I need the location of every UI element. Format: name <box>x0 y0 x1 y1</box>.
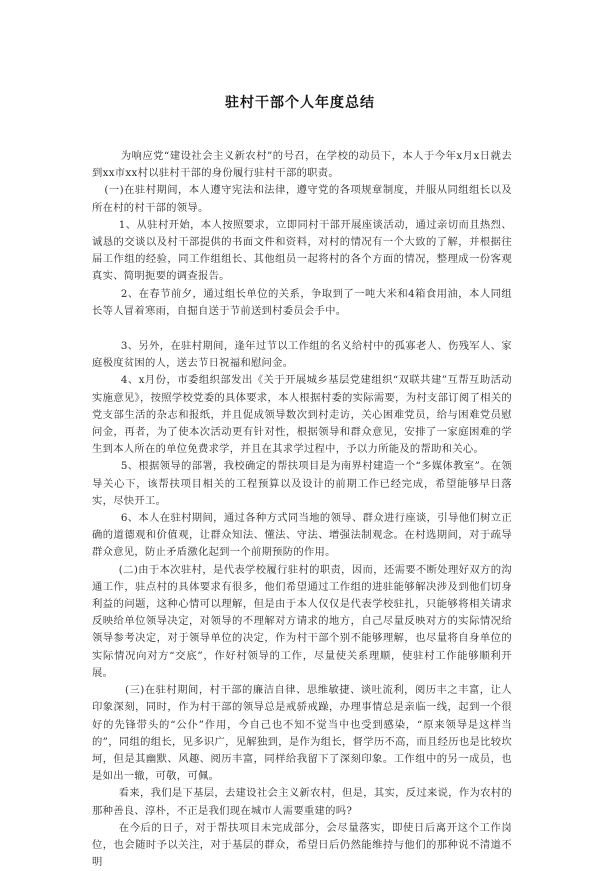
paragraph-item-5: 5、根据领导的部署，我校确定的帮扶项目是为南界村建造一个“多媒体教室”。在领导关心下，该帮扶项目相关的工程预算以及设计的前期工作已经完成，希望能够早日落实，尽快开工。 <box>92 460 512 507</box>
paragraph-item-3: 3、另外，在驻村期间，逢年过节以工作组的名义给村中的孤寡老人、伤残军人、家庭极度贫困的人，送去节日祝福和慰问金。 <box>92 340 512 370</box>
paragraph-item-1: 1、从驻村开始，本人按照要求，立即同村干部开展座谈活动，通过亲切而且热烈、诚恳的交谈以及村干部提供的书面文件和资料，对村的情况有一个大致的了解，并根据往届工作组的经验，同工作组组长、其他组员一起将村的各个方面的情况，整理成一份客观真实、简明扼要的调查报告。 <box>92 218 512 283</box>
paragraph-gap <box>92 320 512 338</box>
paragraph-item-4: 4、x月份，市委组织部发出《关于开展城乡基层党建组织“双联共建”互帮互助活动实施意见》，按照学校党委的具体要求，本人根据村委的实际需要，为村支部订阅了相关的党支部生活的杂志和报纸，并且促成领导数次到村走访，关心困难党员，给与困难党员慰问金，再者，为了使本次活动更有针对性，根据领导和群众意见，安排了一家庭困难的学生到本人所在的单位免费求学，并且在其求学过程中，予以力所能及的帮助和关心。 <box>92 374 512 456</box>
paragraph-section-3: (三)在驻村期间，村干部的廉洁自律、思维敏捷、谈吐流利，阅历丰之丰富，让人印象深刻，同时，作为村干部的领导总是戒骄戒躁，办理事情总是亲临一线，起到一个很好的先锋带头的“公仆”作用，今自己也不知不觉当中也受到感染，“原来领导是这样当的”，同组的组长，见多识广，见解独到，是作为组长，督学历不高，而且经历也是比较坎坷，但是其幽默、风趣、阅历丰富，同样给我留下了深刻印象。工作组中的另一成员，也是如出一辙，可敬，可佩。 <box>92 684 512 783</box>
paragraph-reflection: 看来，我们是下基层，去建设社会主义新农村，但是，其实，反过来说，作为农村的那种善良、淳朴，不正是我们现在城市人需要重建的吗? <box>92 787 512 817</box>
paragraph-future: 在今后的日子，对于帮扶项目未完成部分，会尽量落实，即使日后离开这个工作岗位，也会随时予以关注，对于基层的群众，希望日后仍然能维持与他们的那种说不清道不明 <box>92 821 512 869</box>
paragraph-section-1: (一)在驻村期间，本人遵守宪法和法律，遵守党的各项规章制度，并服从同组组长以及所在村的村干部的领导。 <box>92 184 512 214</box>
document-title: 驻村干部个人年度总结 <box>225 95 375 111</box>
document-body <box>92 148 512 871</box>
paragraph-intro: 为响应党“建设社会主义新农村”的号召，在学校的动员下，本人于今年x月x日就去到xx市xx村以驻村干部的身份履行驻村干部的职责。 <box>92 150 512 180</box>
paragraph-section-2: (二)由于本次驻村，是代表学校履行驻村的职责，因而，还需要不断处理好双方的沟通工作，驻点村的具体要求有很多，他们希望通过工作组的进驻能够解决涉及到他们切身利益的问题，这种心情可以理解，但是由于本人仅仅是代表学校驻扎，只能够将相关请求反映给单位领导决定，对领导的不理解对方请求的地方，自己尽量反映对方的实际情况给领导参考决定，对于领导单位的决定，作为村干部个别不能够理解，也尽量将自身单位的实际情况向对方“交底”，作好村领导的工作，尽量使关系理顺，使驻村工作能够顺利开展。 <box>92 563 512 679</box>
paragraph-item-2: 2、在春节前夕，通过组长单位的关系，争取到了一吨大米和4箱食用油，本人同组长等人冒着寒雨，自掘自送于节前送到村委员会手中。 <box>92 287 512 317</box>
paragraph-item-6: 6、本人在驻村期间，通过各种方式同当地的领导、群众进行座谈，引导他们树立正确的道德观和价值观，让群众知法、懂法、守法、增强法制观念。在村选期间，对于疏导群众意见，防止矛盾激化起到一个前期预防的作用。 <box>92 512 512 559</box>
